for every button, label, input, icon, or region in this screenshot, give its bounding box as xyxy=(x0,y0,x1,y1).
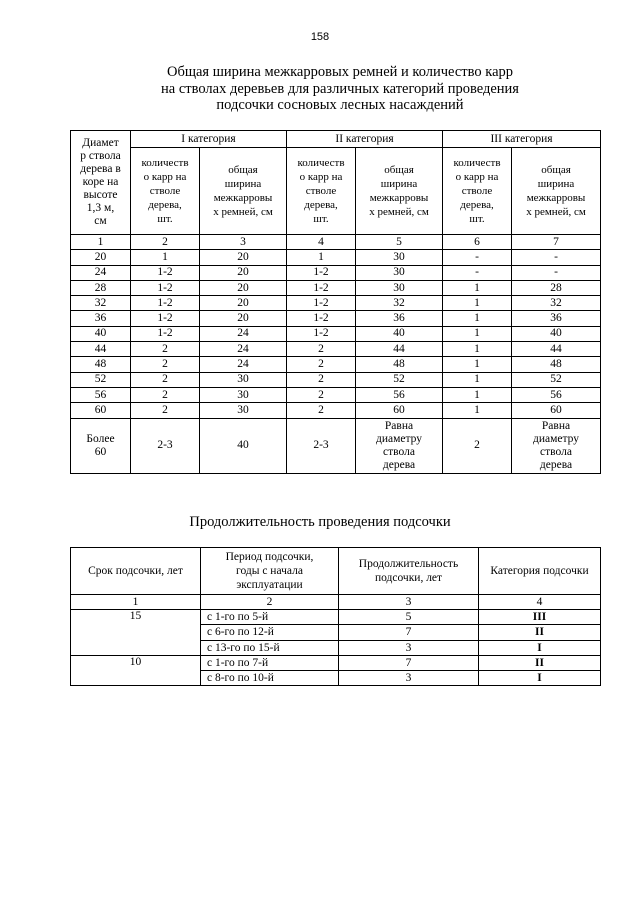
table-cell: 20 xyxy=(200,296,287,311)
table1-title xyxy=(140,64,540,114)
table-row xyxy=(71,342,601,357)
table-cell: 2-3 xyxy=(131,418,200,473)
table-cell: 30 xyxy=(356,250,443,265)
table-cell-line: диаметру xyxy=(376,432,423,445)
table-cell: 56 xyxy=(71,387,131,402)
carr-count-header-line: дерева, xyxy=(148,199,182,211)
tapping-duration-table xyxy=(70,547,601,686)
belt-width-header xyxy=(356,148,443,235)
table-cell: 1 xyxy=(443,326,512,341)
belt-width-header-line: общая xyxy=(228,164,258,176)
category-1-header: I категория xyxy=(131,131,287,148)
table-cell: 32 xyxy=(356,296,443,311)
belt-width-header-line: общая xyxy=(384,164,414,176)
table-cell: 24 xyxy=(200,342,287,357)
carr-count-header xyxy=(131,148,200,235)
table-cell-line: дерева xyxy=(539,458,573,471)
period-cell: с 13-го по 15-й xyxy=(201,640,339,655)
table-row xyxy=(71,265,601,280)
table-row xyxy=(71,326,601,341)
table-cell: 30 xyxy=(356,265,443,280)
table1-title-line: на стволах деревьев для различных категорий проведения xyxy=(161,80,519,97)
diameter-header-line: высоте xyxy=(83,189,118,201)
table-cell: 2 xyxy=(287,372,356,387)
category-cell: I xyxy=(479,640,601,655)
column-number: 2 xyxy=(131,235,200,250)
table-cell: 60 xyxy=(356,403,443,418)
table-cell: 32 xyxy=(512,296,601,311)
table-cell: 24 xyxy=(200,357,287,372)
table-cell: 1-2 xyxy=(131,280,200,295)
belt-width-header xyxy=(200,148,287,235)
table-cell: 52 xyxy=(512,372,601,387)
table-cell: 1 xyxy=(443,342,512,357)
period-cell: с 6-го по 12-й xyxy=(201,625,339,640)
belt-width-header-line: общая xyxy=(541,164,571,176)
table-cell: - xyxy=(512,250,601,265)
table-row xyxy=(71,280,601,295)
table-cell: 2-3 xyxy=(287,418,356,473)
carr-count-header-line: дерева, xyxy=(460,199,494,211)
table-cell: 24 xyxy=(71,265,131,280)
column-number: 1 xyxy=(71,235,131,250)
table-cell: 24 xyxy=(200,326,287,341)
belt-width-header-line: межкарровы xyxy=(526,192,586,204)
table-cell: 30 xyxy=(200,387,287,402)
table-cell: 20 xyxy=(71,250,131,265)
table-cell: 52 xyxy=(356,372,443,387)
table-cell: 60 xyxy=(71,403,131,418)
belt-width-header-line: ширина xyxy=(380,178,418,190)
table-cell: 56 xyxy=(512,387,601,402)
table-cell: 60 xyxy=(512,403,601,418)
table-row xyxy=(71,357,601,372)
category-cell: II xyxy=(479,625,601,640)
table-row xyxy=(71,610,601,625)
carr-count-header-line: дерева, xyxy=(304,199,338,211)
carr-count-header-line: шт. xyxy=(313,213,329,225)
table-cell: 30 xyxy=(356,280,443,295)
table-cell xyxy=(71,418,131,473)
table1-title-line: Общая ширина межкарровых ремней и количество карр xyxy=(166,64,514,80)
carr-count-header xyxy=(443,148,512,235)
duration-cell: 7 xyxy=(339,655,479,670)
table-cell: 1 xyxy=(443,296,512,311)
table-cell: 1-2 xyxy=(131,265,200,280)
table-cell: 20 xyxy=(200,280,287,295)
period-header-line: годы с начала xyxy=(236,565,303,577)
column-number: 5 xyxy=(356,235,443,250)
category-2-header: II категория xyxy=(287,131,443,148)
duration-cell: 3 xyxy=(339,671,479,686)
term-cell: 10 xyxy=(71,655,201,686)
table-cell: 40 xyxy=(200,418,287,473)
category-cell: III xyxy=(479,610,601,625)
table-cell: 48 xyxy=(71,357,131,372)
table-cell: 1 xyxy=(443,280,512,295)
belt-width-header-line: х ремней, см xyxy=(369,206,429,218)
carr-count-header-line: количеств xyxy=(141,157,189,169)
column-number-row xyxy=(71,595,601,610)
table-cell: 28 xyxy=(71,280,131,295)
period-cell: с 1-го по 5-й xyxy=(201,610,339,625)
table-cell: 48 xyxy=(512,357,601,372)
table-cell: 1 xyxy=(443,403,512,418)
period-header-line: эксплуатации xyxy=(236,579,303,591)
table-cell: 48 xyxy=(356,357,443,372)
table-cell: 30 xyxy=(200,403,287,418)
table-cell: 40 xyxy=(512,326,601,341)
table-cell: 2 xyxy=(287,387,356,402)
category-cell: II xyxy=(479,655,601,670)
table-cell-line: Равна xyxy=(384,419,414,432)
table-cell: 1-2 xyxy=(131,311,200,326)
carr-count-header-line: о карр на xyxy=(455,171,499,183)
table-cell-line: Равна xyxy=(541,419,571,432)
table-cell: 1 xyxy=(443,357,512,372)
table-row xyxy=(71,403,601,418)
table-cell-line: 60 xyxy=(94,445,107,458)
period-header-line: Период подсочки, xyxy=(225,551,314,563)
diameter-header-line: коре на xyxy=(82,176,119,188)
table-cell: 20 xyxy=(200,311,287,326)
table-cell: 2 xyxy=(131,372,200,387)
column-number: 2 xyxy=(201,595,339,610)
diameter-header-line: дерева в xyxy=(80,163,121,175)
table-cell: - xyxy=(443,250,512,265)
table-cell: 1 xyxy=(443,372,512,387)
carr-count-header-line: количеств xyxy=(297,157,345,169)
carr-count-header-line: о карр на xyxy=(299,171,343,183)
table-cell: 1-2 xyxy=(287,296,356,311)
table-cell: 1 xyxy=(287,250,356,265)
diameter-header-line: см xyxy=(94,215,107,227)
table-cell: 1 xyxy=(131,250,200,265)
table-row xyxy=(71,311,601,326)
column-number: 7 xyxy=(512,235,601,250)
table-row xyxy=(71,387,601,402)
carr-width-table xyxy=(70,130,601,474)
table-cell: 20 xyxy=(200,250,287,265)
table-cell: 32 xyxy=(71,296,131,311)
carr-count-header-line: шт. xyxy=(157,213,173,225)
carr-count-header-line: о карр на xyxy=(143,171,187,183)
table-cell: 44 xyxy=(356,342,443,357)
table-row xyxy=(71,655,601,670)
table-row xyxy=(71,250,601,265)
table-cell: - xyxy=(443,265,512,280)
table-cell-line: Более xyxy=(86,432,115,445)
table-cell: 1-2 xyxy=(287,326,356,341)
table-cell: 1-2 xyxy=(287,265,356,280)
term-cell: 15 xyxy=(71,610,201,656)
table-cell: 2 xyxy=(131,403,200,418)
table-cell: 52 xyxy=(71,372,131,387)
column-number: 6 xyxy=(443,235,512,250)
table-row xyxy=(71,296,601,311)
category-header: Категория подсочки xyxy=(479,548,601,595)
table-cell: 36 xyxy=(512,311,601,326)
table1-title-line: подсочки сосновых лесных насаждений xyxy=(216,97,464,113)
table-cell: 2 xyxy=(131,342,200,357)
table-cell: 2 xyxy=(443,418,512,473)
table-cell: 2 xyxy=(131,357,200,372)
table-cell: 1-2 xyxy=(131,326,200,341)
belt-width-header-line: х ремней, см xyxy=(526,206,586,218)
category-3-header: III категория xyxy=(443,131,601,148)
table-cell: 2 xyxy=(131,387,200,402)
page-number: 158 xyxy=(310,31,330,43)
column-number: 1 xyxy=(71,595,201,610)
diameter-header-line: Диамет xyxy=(82,137,119,149)
period-cell: с 1-го по 7-й xyxy=(201,655,339,670)
belt-width-header xyxy=(512,148,601,235)
table-cell: 40 xyxy=(356,326,443,341)
table-cell: 2 xyxy=(287,357,356,372)
table-cell: 36 xyxy=(71,311,131,326)
column-number-row xyxy=(71,235,601,250)
carr-count-header xyxy=(287,148,356,235)
carr-count-header-line: шт. xyxy=(469,213,485,225)
table-cell: 40 xyxy=(71,326,131,341)
column-number: 4 xyxy=(287,235,356,250)
duration-cell: 5 xyxy=(339,610,479,625)
table-cell: 36 xyxy=(356,311,443,326)
table-cell-line: ствола xyxy=(540,445,572,458)
table-cell: 2 xyxy=(287,403,356,418)
table-cell-line: диаметру xyxy=(533,432,580,445)
term-header: Срок подсочки, лет xyxy=(71,548,201,595)
table-cell: 28 xyxy=(512,280,601,295)
table-cell: 1 xyxy=(443,311,512,326)
diameter-header-line: р ствола xyxy=(80,150,121,162)
table-cell: 1-2 xyxy=(131,296,200,311)
table-row-over-60 xyxy=(71,418,601,473)
carr-count-header-line: количеств xyxy=(453,157,501,169)
diameter-header xyxy=(71,131,131,235)
duration-cell: 3 xyxy=(339,640,479,655)
table-cell: 30 xyxy=(200,372,287,387)
carr-count-header-line: стволе xyxy=(149,185,181,197)
belt-width-header-line: межкарровы xyxy=(369,192,429,204)
column-number: 3 xyxy=(200,235,287,250)
belt-width-header-line: ширина xyxy=(537,178,575,190)
diameter-header-line: 1,3 м, xyxy=(86,202,115,214)
table-cell-line: дерева xyxy=(382,458,416,471)
column-number: 3 xyxy=(339,595,479,610)
duration-cell: 7 xyxy=(339,625,479,640)
duration-header-line: Продолжительность xyxy=(358,558,459,570)
table-cell: 44 xyxy=(512,342,601,357)
table-cell-line: ствола xyxy=(383,445,415,458)
period-cell: с 8-го по 10-й xyxy=(201,671,339,686)
carr-count-header-line: стволе xyxy=(461,185,493,197)
table-cell xyxy=(512,418,601,473)
table-cell xyxy=(356,418,443,473)
table-cell: 1-2 xyxy=(287,311,356,326)
table-cell: - xyxy=(512,265,601,280)
table-cell: 56 xyxy=(356,387,443,402)
table-cell: 44 xyxy=(71,342,131,357)
duration-header xyxy=(339,548,479,595)
category-cell: I xyxy=(479,671,601,686)
belt-width-header-line: ширина xyxy=(224,178,262,190)
period-header xyxy=(201,548,339,595)
table2-title: Продолжительность проведения подсочки xyxy=(189,514,451,530)
duration-header-line: подсочки, лет xyxy=(374,572,443,584)
belt-width-header-line: межкарровы xyxy=(213,192,273,204)
table-cell: 1 xyxy=(443,387,512,402)
table-cell: 20 xyxy=(200,265,287,280)
table-cell: 2 xyxy=(287,342,356,357)
table-row xyxy=(71,372,601,387)
column-number: 4 xyxy=(479,595,601,610)
carr-count-header-line: стволе xyxy=(305,185,337,197)
belt-width-header-line: х ремней, см xyxy=(213,206,273,218)
table-cell: 1-2 xyxy=(287,280,356,295)
